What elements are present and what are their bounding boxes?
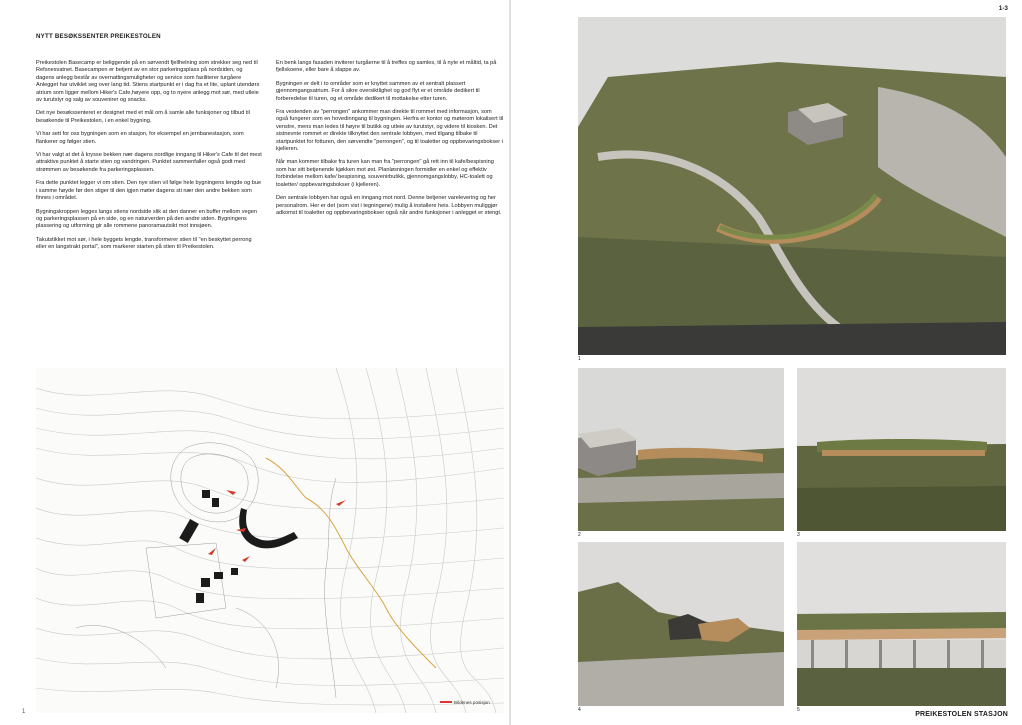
- photo-caption: 5: [797, 707, 800, 713]
- paragraph: Takutstikket mot sør, i hele byggets lengde, transformerer stien til "en beskyttet perrong eller en langstrakt portal", som markerer starten på stien til Preikestolen.: [36, 236, 252, 251]
- legend-arrow-icon: [440, 701, 452, 703]
- paragraph: Bygningen er delt i to områder som er knyttet sammen av et sentralt plassert gjennomgangsatrium. For å sikre oversiktlighet og god flyt er et område dedikert til forberedelse til turen, og et område dedikert til mottakelse etter turen.: [276, 80, 480, 102]
- model-photo-4: [578, 542, 784, 706]
- text-column-1: [36, 60, 262, 258]
- model-photo-5: [797, 542, 1006, 706]
- left-page-marker: 1: [22, 709, 26, 715]
- map-legend: Bildenes posisjon: [454, 700, 490, 705]
- photo-caption: 2: [578, 532, 581, 538]
- photo-caption: 3: [797, 532, 800, 538]
- paragraph: Fra vestenden av "perrongen" ankommer man direkte til rommet med informasjon, som også fungerer som en hovedinngang til bygningen. Herfra er kontor og møterom lokalisert til venstre, mens man ledes til høyre til butikk og utleie av turutstyr, og videre til kiosken. Det sistnevnte rommet er direkte tilknyttet den sentrale lobbyen, med tilgang tilbake til startpunktet for fotturen, den sørvendte "perrongen", og til toaletter og oppbevaringsbokser i kjelleren.: [276, 109, 504, 153]
- paragraph: Vi har valgt at det å krysse bekken nær dagens nordlige inngang til Hiker's Cafe til det mest attraktive punktet å starte stien og vandringen. Punktet sammenfaller også godt med strømmen av besøkende fra parkeringsplassen.: [36, 152, 262, 173]
- text-column-2: [276, 60, 504, 223]
- paragraph: Fra dette punktet legger vi om stien. Den nye stien vil følge hele bygningens lengde og buе i samme høyde før den stiger til den igjen møter dagens sti nær den andre bekken som finnes i området.: [36, 180, 262, 202]
- site-plan-map: [36, 368, 504, 713]
- paragraph: Den sentrale lobbyen har også en inngang mot nord. Denne betjener varelevering og her personalrom. Her er det (som vist i tegningene) mulig å installere heis. Lobbyen muliggjør adkomst til toaletter og oppbevaringsbokser også når andre funksjoner i anlegget er stengt.: [276, 195, 502, 216]
- page-title: NYTT BESØKSSENTER PREIKESTOLEN: [36, 33, 161, 40]
- paragraph: Når man kommer tilbake fra turen kan man fra "perrongen" gå rett inn til kafe/bespisning som har sitt betjenende kjøkken mot øst. Planløsningen formidler en enkel og effektiv forbindelse mellom kafe/ bespisning, souvenirbutikk, gjennomgangslobby, HC-toalett og toaletter/ oppbevaringsbokser (i kjelleren).: [276, 159, 494, 188]
- model-photo-2: [578, 368, 784, 531]
- paragraph: Preikestolen Basecamp er beliggende på en sørvendt fjellhelning som strekker seg ned til Refsnesvatnet. Basecampen er betjent av en stor parkeringsplass på nordsiden, og dagens anlegg består av overnattingsmuligheter og service som fasiliterer turgåere Anlegget har utviklet seg over lang tid. Stiens startpunkt er i dag fra et lite, uplant utendørs atrium som ligger mellom Hiker's Cafe,høyere opp, og to nyere anlegg mot sør, med utleie av turutstyr og salg av souvenirer og snacks.: [36, 60, 260, 104]
- model-photo-main: [578, 17, 1006, 355]
- model-photo-3: [797, 368, 1006, 531]
- photo-caption: 1: [578, 356, 581, 362]
- paragraph: Bygningskroppen legges langs stiens nordside slik at den danner en buffer mellom vegen og parkeringsplassen på en side, og en naturverden på den andre siden. Bygningens plassering og utforming gir alle rommene panoramautsikt mot innsjøen.: [36, 208, 257, 230]
- paragraph: En benk langs fasaden inviterer turgåerne til å treffes og samles, til å nyte et måltid, ta på fjellskoene, eller bare å slappe av.: [276, 60, 497, 74]
- paragraph: Det nye besøkssenteret er designet med et mål om å samle alle funksjoner og tilbud til besøkende til Preikestolen, i en enkel bygning.: [36, 110, 250, 124]
- paragraph: Vi har sett for oss bygningen som en stasjon, for eksempel en jernbanestasjon, som flankerer og følger stien.: [36, 131, 244, 145]
- page-number: 1-3: [998, 5, 1008, 12]
- photo-caption: 4: [578, 707, 581, 713]
- contour-map-drawing: [36, 368, 504, 713]
- footer-title: PREIKESTOLEN STASJON: [915, 711, 1008, 718]
